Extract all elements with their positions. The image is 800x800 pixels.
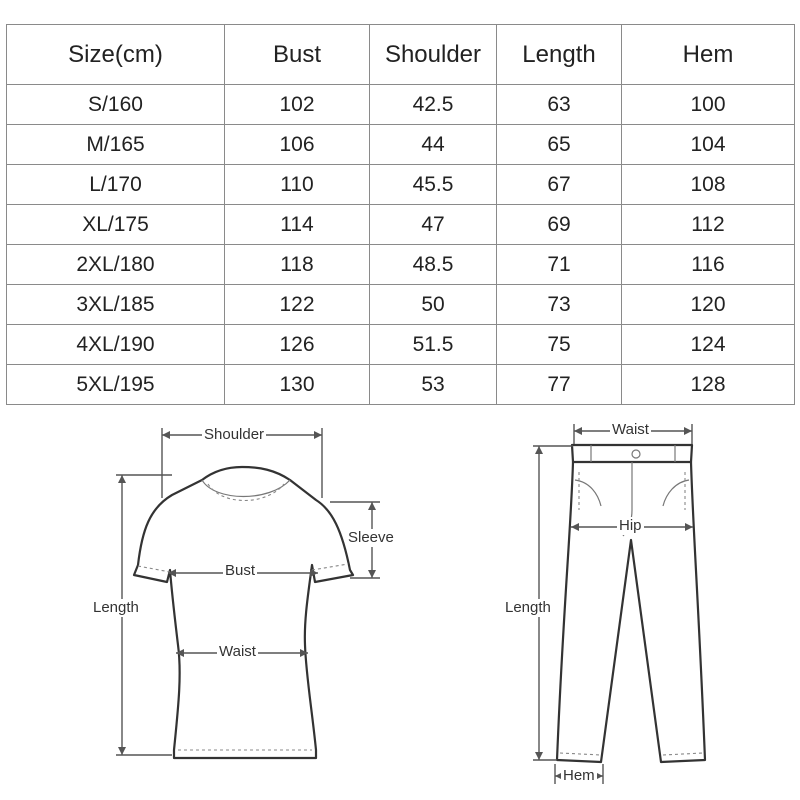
cell-shoulder: 50 — [370, 285, 497, 325]
cell-shoulder: 42.5 — [370, 85, 497, 125]
table-row — [7, 125, 795, 165]
cell-length: 65 — [497, 125, 622, 165]
cell-hem: 100 — [622, 85, 795, 125]
cell-bust: 114 — [225, 205, 370, 245]
table-row — [7, 365, 795, 405]
cell-hem: 128 — [622, 365, 795, 405]
cell-size: 4XL/190 — [7, 325, 225, 365]
cell-hem: 120 — [622, 285, 795, 325]
cell-bust: 118 — [225, 245, 370, 285]
cell-size: 2XL/180 — [7, 245, 225, 285]
hem-label: Hem — [563, 767, 595, 784]
tshirt-measurement-diagram — [80, 410, 420, 800]
cell-shoulder: 48.5 — [370, 245, 497, 285]
table-row — [7, 325, 795, 365]
table-row — [7, 85, 795, 125]
cell-bust: 126 — [225, 325, 370, 365]
table-header-row — [7, 25, 795, 85]
pants-measurement-diagram — [495, 410, 725, 800]
cell-length: 67 — [497, 165, 622, 205]
header-length: Length — [497, 25, 622, 85]
cell-length: 77 — [497, 365, 622, 405]
cell-shoulder: 44 — [370, 125, 497, 165]
cell-length: 71 — [497, 245, 622, 285]
cell-bust: 102 — [225, 85, 370, 125]
cell-bust: 130 — [225, 365, 370, 405]
hip-label: Hip — [619, 517, 642, 534]
sleeve-label: Sleeve — [348, 529, 394, 546]
waist-label: Waist — [219, 643, 256, 660]
cell-bust: 106 — [225, 125, 370, 165]
cell-hem: 116 — [622, 245, 795, 285]
bust-label: Bust — [225, 562, 256, 579]
table-row — [7, 285, 795, 325]
cell-shoulder: 53 — [370, 365, 497, 405]
cell-length: 75 — [497, 325, 622, 365]
length-label: Length — [93, 599, 139, 616]
cell-bust: 122 — [225, 285, 370, 325]
cell-hem: 124 — [622, 325, 795, 365]
cell-size: 3XL/185 — [7, 285, 225, 325]
cell-size: L/170 — [7, 165, 225, 205]
cell-bust: 110 — [225, 165, 370, 205]
cell-length: 63 — [497, 85, 622, 125]
cell-size: XL/175 — [7, 205, 225, 245]
header-hem: Hem — [622, 25, 795, 85]
table-row — [7, 205, 795, 245]
cell-size: S/160 — [7, 85, 225, 125]
cell-hem: 108 — [622, 165, 795, 205]
cell-hem: 104 — [622, 125, 795, 165]
cell-length: 69 — [497, 205, 622, 245]
header-size: Size(cm) — [7, 25, 225, 85]
cell-shoulder: 45.5 — [370, 165, 497, 205]
shoulder-label: Shoulder — [204, 426, 265, 443]
cell-size: 5XL/195 — [7, 365, 225, 405]
cell-size: M/165 — [7, 125, 225, 165]
cell-length: 73 — [497, 285, 622, 325]
cell-shoulder: 51.5 — [370, 325, 497, 365]
header-bust: Bust — [225, 25, 370, 85]
header-shoulder: Shoulder — [370, 25, 497, 85]
length-label: Length — [505, 599, 551, 616]
waist-label: Waist — [612, 421, 649, 438]
cell-hem: 112 — [622, 205, 795, 245]
table-row — [7, 245, 795, 285]
table-row — [7, 165, 795, 205]
size-chart-table — [6, 24, 795, 405]
cell-shoulder: 47 — [370, 205, 497, 245]
